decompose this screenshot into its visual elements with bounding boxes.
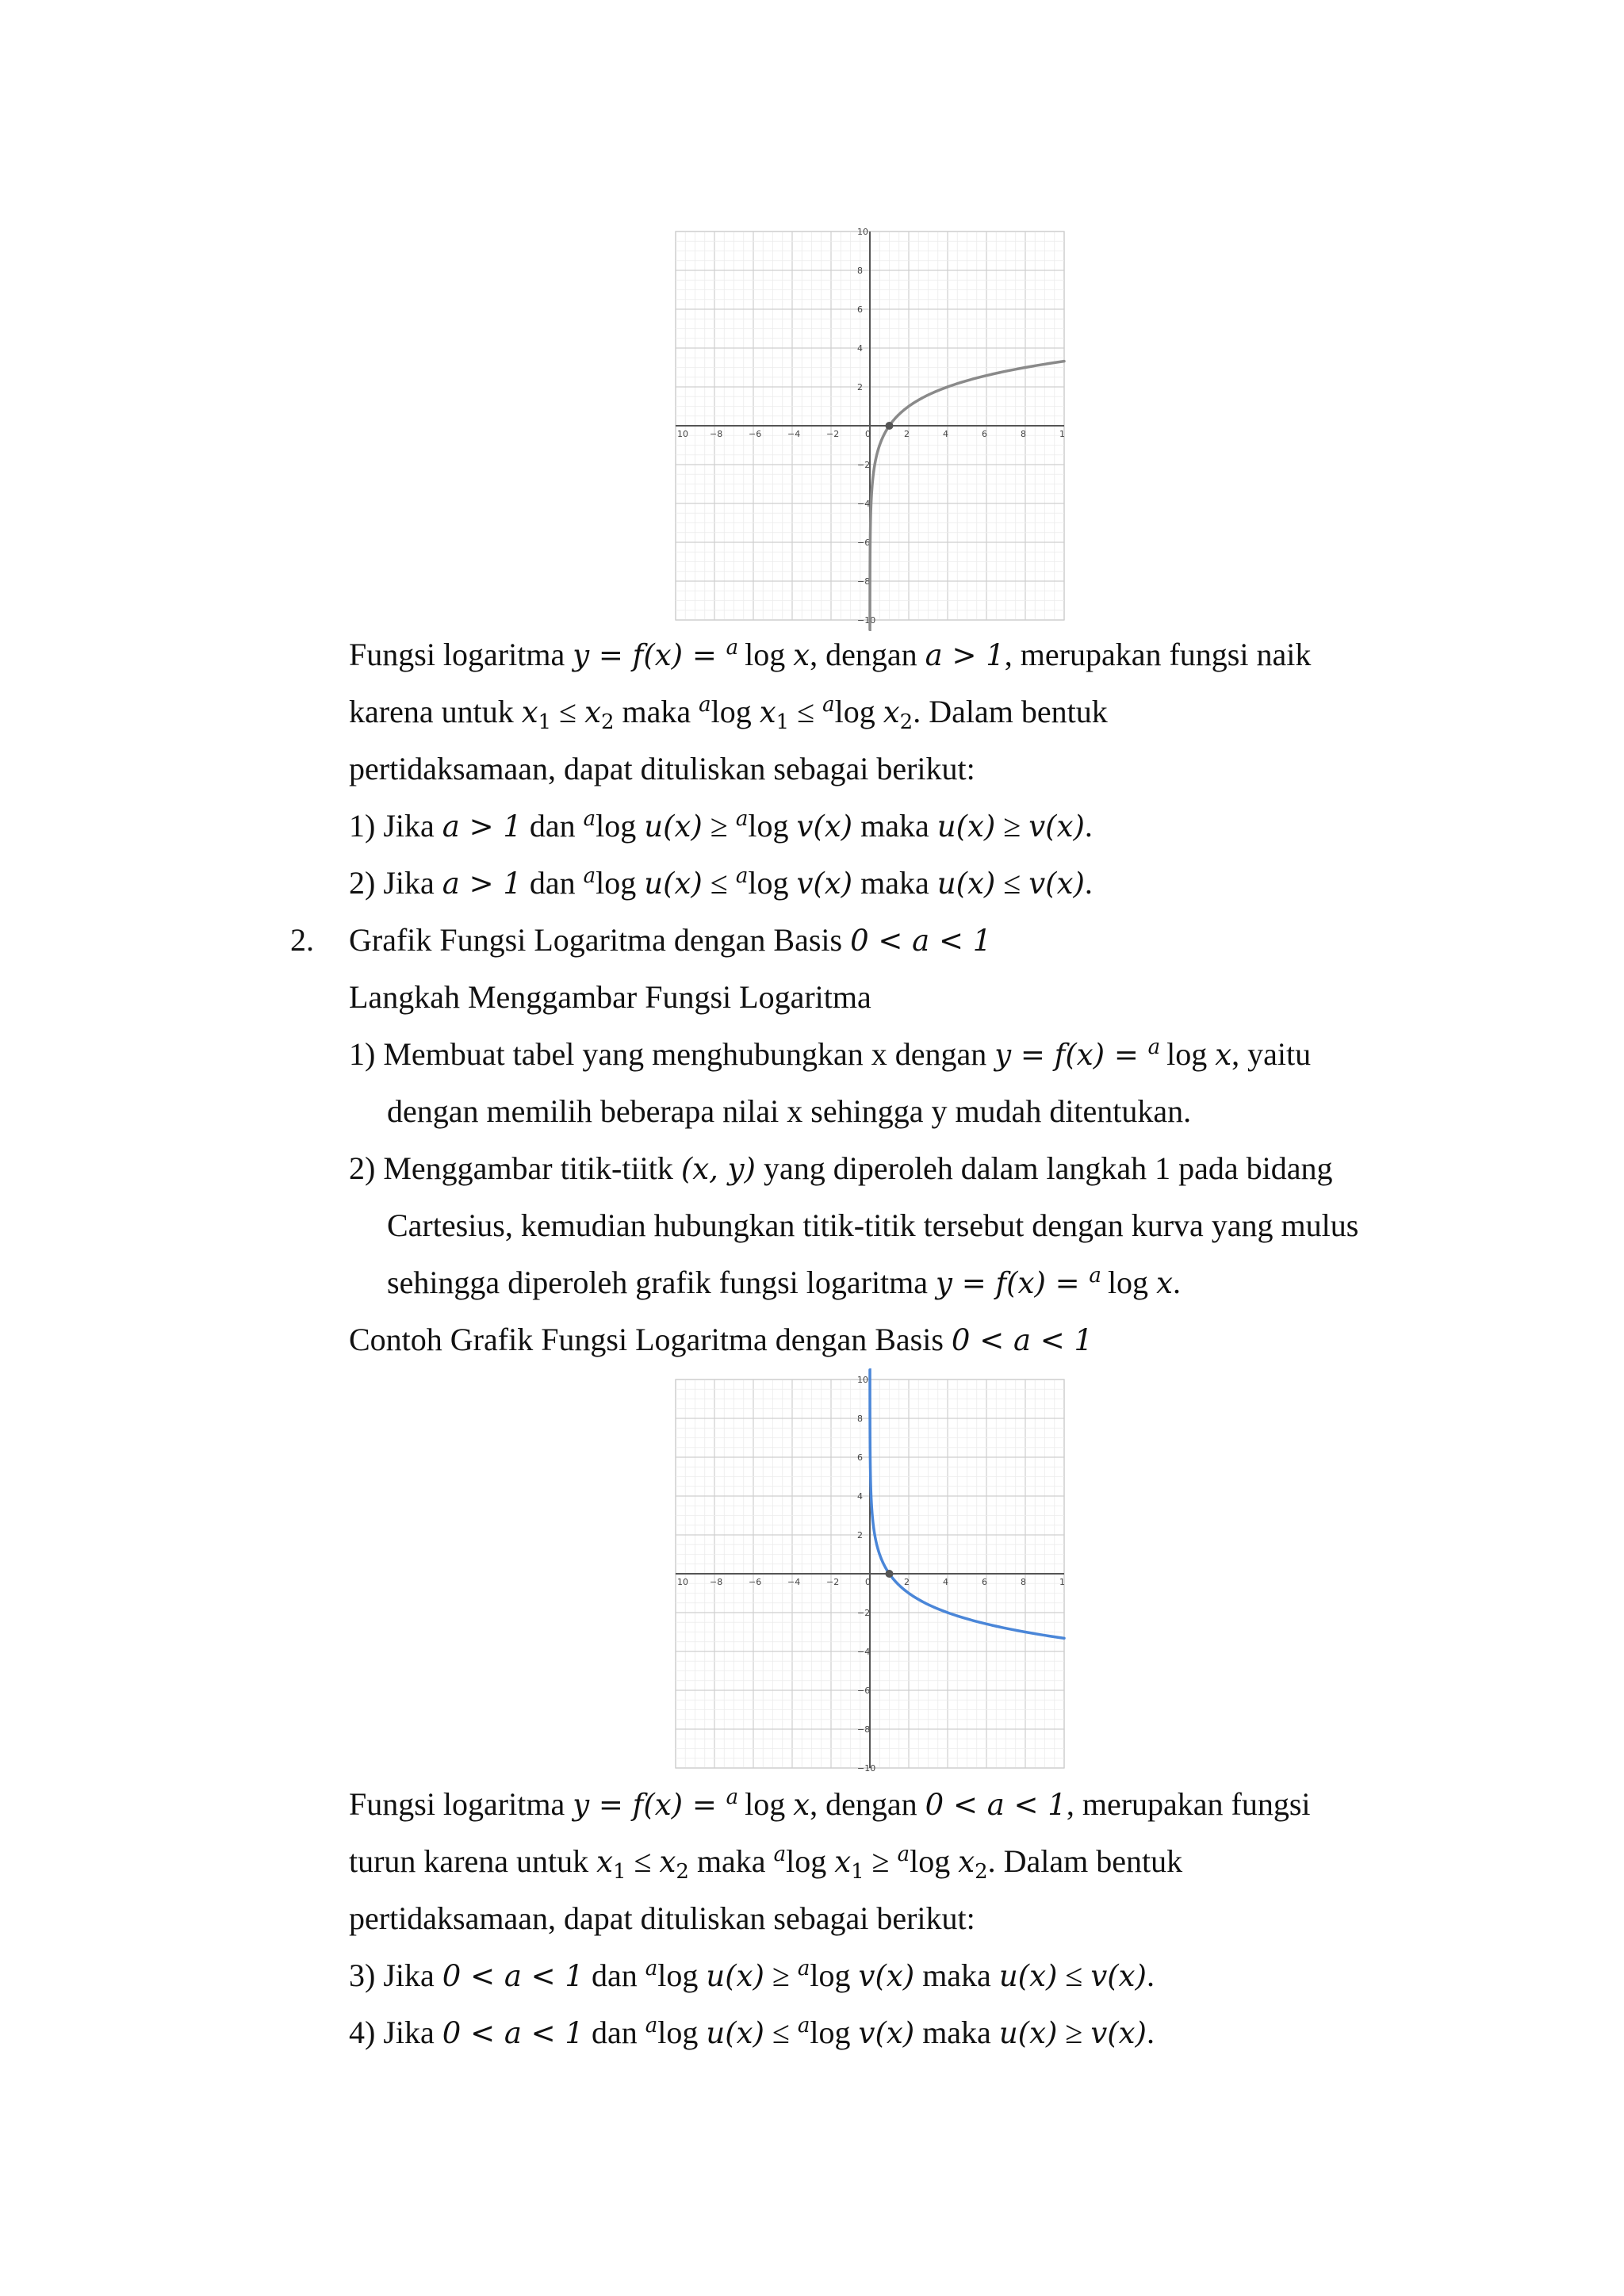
math-le: ≤ bbox=[772, 2015, 790, 2050]
y-tick-label: −10 bbox=[857, 615, 876, 626]
para2-line2 bbox=[349, 1843, 1182, 1885]
text-dan: dan bbox=[591, 1957, 638, 1993]
text-turun-karena-untuk: turun karena untuk bbox=[349, 1843, 589, 1879]
text-maka: maka bbox=[622, 694, 691, 729]
x-tick-label: 1 bbox=[1059, 429, 1065, 439]
section-2-title bbox=[349, 921, 991, 960]
x-tick-label: 2 bbox=[904, 429, 910, 439]
para1-line2 bbox=[349, 693, 1108, 735]
math-base-a: a bbox=[797, 2014, 810, 2038]
math-u-of-x: u(x) bbox=[998, 1959, 1058, 1993]
math-base-a: a bbox=[645, 2014, 658, 2038]
math-x2: x bbox=[883, 695, 900, 729]
math-xy: (x, y) bbox=[680, 1152, 756, 1186]
text-fungsi-logaritma: Fungsi logaritma bbox=[349, 1786, 565, 1822]
math-v-of-x: v(x) bbox=[796, 867, 853, 901]
math-u-of-x: u(x) bbox=[998, 2016, 1058, 2050]
math-log: log bbox=[710, 694, 752, 729]
math-ge: ≥ bbox=[871, 1843, 890, 1879]
text-dan: dan bbox=[529, 865, 576, 901]
math-log: log bbox=[745, 1786, 786, 1822]
math-x1: x bbox=[759, 695, 776, 729]
text-maka: maka bbox=[860, 865, 929, 901]
list-number: 1) bbox=[349, 1036, 376, 1072]
text-dan: dan bbox=[529, 808, 576, 844]
math-base-a: a bbox=[735, 807, 749, 831]
y-tick-label: 2 bbox=[857, 1530, 863, 1540]
x-tick-label: −2 bbox=[826, 429, 840, 439]
math-u-of-x: u(x) bbox=[936, 809, 996, 844]
math-v-of-x: v(x) bbox=[1090, 2016, 1147, 2050]
math-base-a: a bbox=[645, 1957, 658, 1980]
text-dalam-bentuk: . Dalam bentuk bbox=[913, 694, 1108, 729]
math-le: ≤ bbox=[1065, 1957, 1083, 1993]
y-tick-label: 4 bbox=[857, 1491, 863, 1502]
point-1-0 bbox=[886, 422, 894, 430]
text-maka: maka bbox=[922, 2015, 991, 2050]
math-x1: x bbox=[596, 1845, 614, 1879]
math-log: log bbox=[657, 1957, 699, 1993]
text-step2-b: yang diperoleh dalam langkah 1 pada bidang bbox=[764, 1150, 1333, 1186]
text-jika: Jika bbox=[383, 808, 435, 844]
text-dalam-bentuk: . Dalam bentuk bbox=[987, 1843, 1183, 1879]
y-tick-label: −6 bbox=[857, 538, 871, 548]
step-1 bbox=[349, 1035, 1311, 1077]
x-tick-label: 6 bbox=[982, 429, 987, 439]
y-tick-label: −4 bbox=[857, 499, 871, 509]
x-tick-label: 8 bbox=[1021, 1577, 1026, 1587]
math-v-of-x: v(x) bbox=[858, 2016, 915, 2050]
x-tick-label: 1 bbox=[1059, 1577, 1065, 1587]
period: . bbox=[1172, 1265, 1181, 1300]
text-step2-d: sehingga diperoleh grafik fungsi logaritma bbox=[387, 1265, 929, 1300]
math-u-of-x: u(x) bbox=[644, 867, 703, 901]
math-x2: x bbox=[584, 695, 601, 729]
math-ge: ≥ bbox=[1065, 2015, 1083, 2050]
para2-line3 bbox=[349, 1900, 975, 1938]
y-tick-label: 2 bbox=[857, 382, 863, 392]
math-base-a: a bbox=[797, 1957, 810, 1980]
math-base-a: a bbox=[583, 864, 596, 888]
math-le: ≤ bbox=[710, 865, 728, 901]
math-v-of-x: v(x) bbox=[1028, 867, 1085, 901]
x-tick-label: −4 bbox=[787, 429, 801, 439]
math-y-eq-fx: y = f(x) = bbox=[994, 1038, 1148, 1072]
math-x2: x bbox=[659, 1845, 676, 1879]
text-pertidaksamaan: pertidaksamaan, dapat dituliskan sebagai berikut: bbox=[349, 1900, 975, 1936]
y-tick-label: 8 bbox=[857, 266, 863, 276]
math-log: log bbox=[810, 2015, 851, 2050]
period: . bbox=[1084, 808, 1093, 844]
math-le: ≤ bbox=[797, 694, 815, 729]
math-log: log bbox=[1166, 1036, 1208, 1072]
x-tick-label: 0 bbox=[865, 429, 871, 439]
math-log: log bbox=[596, 808, 637, 844]
y-tick-label: 4 bbox=[857, 343, 863, 354]
math-le: ≤ bbox=[559, 694, 577, 729]
math-log: log bbox=[910, 1843, 951, 1879]
math-base-a: a bbox=[1147, 1035, 1161, 1059]
sub-2: 2 bbox=[899, 710, 914, 734]
text-contoh-title: Contoh Grafik Fungsi Logaritma dengan Basis bbox=[349, 1322, 944, 1357]
y-tick-label: −2 bbox=[857, 460, 871, 470]
text-jika: Jika bbox=[383, 865, 435, 901]
math-log: log bbox=[748, 865, 789, 901]
section-2-number bbox=[290, 921, 314, 959]
chart-svg-2 bbox=[676, 1375, 1065, 1774]
x-tick-label: 8 bbox=[1021, 429, 1026, 439]
math-log: log bbox=[834, 694, 875, 729]
sub-1: 1 bbox=[851, 1860, 864, 1884]
para2-line1 bbox=[349, 1785, 1311, 1827]
y-tick-label: −10 bbox=[857, 1763, 876, 1774]
y-tick-label: 6 bbox=[857, 1452, 863, 1463]
math-x: x bbox=[793, 638, 810, 672]
math-log: log bbox=[786, 1843, 827, 1879]
math-x1: x bbox=[521, 695, 538, 729]
x-tick-label: 6 bbox=[982, 1577, 987, 1587]
list-number: 4) bbox=[349, 2015, 376, 2050]
math-0-lt-a-lt-1: 0 < a < 1 bbox=[850, 924, 992, 958]
step-2-cont2 bbox=[387, 1264, 1181, 1306]
math-log: log bbox=[748, 808, 789, 844]
math-log: log bbox=[596, 865, 637, 901]
y-tick-label: −6 bbox=[857, 1686, 871, 1696]
text-karena-untuk: karena untuk bbox=[349, 694, 514, 729]
text-merupakan-fungsi-naik: , merupakan fungsi naik bbox=[1004, 637, 1312, 672]
y-tick-label: 10 bbox=[857, 227, 868, 237]
math-base-a: a bbox=[897, 1843, 910, 1866]
math-x: x bbox=[1215, 1038, 1232, 1072]
list-number: 3) bbox=[349, 1957, 376, 1993]
text-merupakan-fungsi: , merupakan fungsi bbox=[1066, 1786, 1311, 1822]
math-x: x bbox=[793, 1788, 810, 1822]
sub-2: 2 bbox=[600, 710, 615, 734]
y-tick-label: −8 bbox=[857, 1724, 871, 1735]
math-x2: x bbox=[958, 1845, 975, 1879]
text-step2-a: Menggambar titik-tiitk bbox=[383, 1150, 673, 1186]
period: . bbox=[1146, 1957, 1155, 1993]
math-0-lt-a-lt-1: 0 < a < 1 bbox=[951, 1323, 1094, 1357]
x-tick-label: 10 bbox=[677, 429, 688, 439]
log-graph-base-lt-1 bbox=[676, 1375, 1065, 1774]
math-log: log bbox=[810, 1957, 851, 1993]
math-log: log bbox=[745, 637, 786, 672]
math-0-lt-a-lt-1: 0 < a < 1 bbox=[442, 1959, 584, 1993]
point-1-0 bbox=[886, 1570, 894, 1578]
text-fungsi-logaritma: Fungsi logaritma bbox=[349, 637, 565, 672]
y-tick-label: −8 bbox=[857, 576, 871, 587]
text-yaitu: , yaitu bbox=[1231, 1036, 1312, 1072]
list-number: 2) bbox=[349, 865, 376, 901]
math-a-gt-1: a > 1 bbox=[442, 809, 522, 844]
text-step1-a: Membuat tabel yang menghubungkan x dengan bbox=[383, 1036, 987, 1072]
sub-1: 1 bbox=[776, 710, 790, 734]
math-ge: ≥ bbox=[1003, 808, 1021, 844]
y-tick-label: 6 bbox=[857, 304, 863, 315]
para1-line3 bbox=[349, 750, 975, 788]
x-tick-label: −4 bbox=[787, 1577, 801, 1587]
math-log: log bbox=[1107, 1265, 1149, 1300]
langkah-title bbox=[349, 978, 871, 1016]
step-2-cont1 bbox=[387, 1207, 1358, 1245]
x-tick-label: −6 bbox=[749, 429, 762, 439]
para1-line1 bbox=[349, 636, 1311, 678]
sub-2: 2 bbox=[975, 1860, 988, 1884]
x-tick-label: −8 bbox=[710, 1577, 723, 1587]
math-a-gt-1: a > 1 bbox=[925, 638, 1005, 672]
x-tick-label: −6 bbox=[749, 1577, 762, 1587]
text-dengan: , dengan bbox=[810, 637, 917, 672]
contoh-title bbox=[349, 1321, 1093, 1360]
math-base-a: a bbox=[822, 693, 835, 717]
math-log: log bbox=[657, 2015, 699, 2050]
rule-3 bbox=[349, 1957, 1155, 1999]
text-dengan: , dengan bbox=[810, 1786, 917, 1822]
section-number: 2. bbox=[290, 922, 314, 958]
math-y-eq-fx: y = f(x) = bbox=[936, 1266, 1090, 1300]
math-base-a: a bbox=[735, 864, 749, 888]
math-ge: ≥ bbox=[710, 808, 728, 844]
x-tick-label: 4 bbox=[943, 1577, 948, 1587]
math-v-of-x: v(x) bbox=[858, 1959, 915, 1993]
math-0-lt-a-lt-1: 0 < a < 1 bbox=[442, 2016, 584, 2050]
text-section-title: Grafik Fungsi Logaritma dengan Basis bbox=[349, 922, 843, 958]
math-base-a: a bbox=[773, 1843, 787, 1866]
x-tick-label: 2 bbox=[904, 1577, 910, 1587]
text-maka: maka bbox=[696, 1843, 766, 1879]
math-x: x bbox=[1156, 1266, 1173, 1300]
text-step1-c: dengan memilih beberapa nilai x sehingga y mudah ditentukan. bbox=[387, 1093, 1192, 1129]
y-tick-label: −2 bbox=[857, 1608, 871, 1618]
math-y-eq-fx: y = f(x) = bbox=[573, 1788, 726, 1822]
math-base-a: a bbox=[583, 807, 596, 831]
math-x1: x bbox=[834, 1845, 852, 1879]
period: . bbox=[1146, 2015, 1155, 2050]
math-base-a: a bbox=[1089, 1264, 1101, 1288]
period: . bbox=[1084, 865, 1093, 901]
math-a-gt-1: a > 1 bbox=[442, 867, 522, 901]
sub-1: 1 bbox=[613, 1860, 626, 1884]
text-langkah-title: Langkah Menggambar Fungsi Logaritma bbox=[349, 979, 871, 1015]
math-le: ≤ bbox=[1003, 865, 1021, 901]
text-step2-c: Cartesius, kemudian hubungkan titik-titik tersebut dengan kurva yang mulus bbox=[387, 1207, 1359, 1243]
text-jika: Jika bbox=[383, 2015, 435, 2050]
list-number: 2) bbox=[349, 1150, 376, 1186]
math-y-eq-fx: y = f(x) = bbox=[573, 638, 726, 672]
log-graph-base-gt-1 bbox=[676, 227, 1065, 626]
math-u-of-x: u(x) bbox=[936, 867, 996, 901]
rule-4 bbox=[349, 2014, 1155, 2056]
y-tick-label: −4 bbox=[857, 1647, 871, 1657]
chart-svg-1 bbox=[676, 227, 1065, 626]
text-dan: dan bbox=[591, 2015, 638, 2050]
text-pertidaksamaan: pertidaksamaan, dapat dituliskan sebagai berikut: bbox=[349, 751, 975, 786]
y-tick-label: 8 bbox=[857, 1414, 863, 1424]
math-u-of-x: u(x) bbox=[644, 809, 703, 844]
list-number: 1) bbox=[349, 808, 376, 844]
text-maka: maka bbox=[860, 808, 929, 844]
math-0-lt-a-lt-1: 0 < a < 1 bbox=[925, 1788, 1067, 1822]
x-tick-label: 4 bbox=[943, 429, 948, 439]
math-v-of-x: v(x) bbox=[796, 809, 853, 844]
x-tick-label: 10 bbox=[677, 1577, 688, 1587]
math-ge: ≥ bbox=[772, 1957, 790, 1993]
math-v-of-x: v(x) bbox=[1090, 1959, 1147, 1993]
text-jika: Jika bbox=[383, 1957, 435, 1993]
y-tick-label: 10 bbox=[857, 1375, 868, 1385]
x-tick-label: −2 bbox=[826, 1577, 840, 1587]
sub-2: 2 bbox=[676, 1860, 689, 1884]
step-1-cont bbox=[387, 1093, 1191, 1131]
math-u-of-x: u(x) bbox=[706, 1959, 764, 1993]
math-u-of-x: u(x) bbox=[706, 2016, 764, 2050]
math-base-a: a bbox=[726, 1785, 739, 1809]
rule-2 bbox=[349, 864, 1093, 906]
text-maka: maka bbox=[922, 1957, 991, 1993]
sub-1: 1 bbox=[538, 710, 552, 734]
x-tick-label: 0 bbox=[865, 1577, 871, 1587]
step-2 bbox=[349, 1150, 1333, 1188]
rule-1 bbox=[349, 807, 1093, 849]
math-base-a: a bbox=[699, 693, 711, 717]
math-base-a: a bbox=[726, 636, 739, 660]
x-tick-label: −8 bbox=[710, 429, 723, 439]
math-v-of-x: v(x) bbox=[1028, 809, 1085, 844]
math-le: ≤ bbox=[634, 1843, 652, 1879]
